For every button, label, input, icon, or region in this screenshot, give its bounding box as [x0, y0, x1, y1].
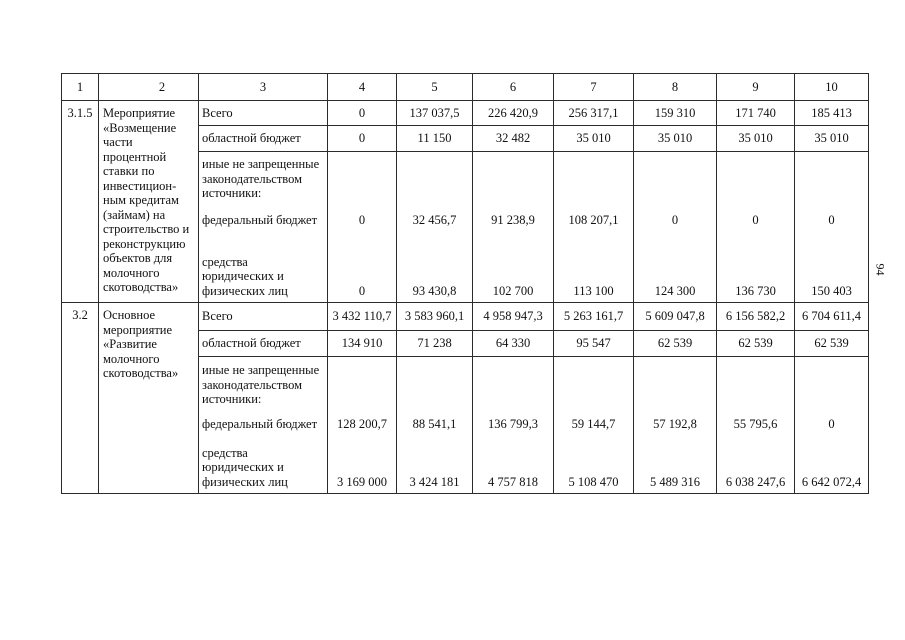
header-cell: 2: [99, 74, 199, 101]
empty-cell: [795, 152, 869, 206]
value-cell: 3 583 960,1: [397, 303, 473, 331]
row-label: Всего: [199, 101, 328, 126]
empty-cell: [397, 152, 473, 206]
value-cell: 0: [328, 101, 397, 126]
page-number: 94: [873, 263, 888, 276]
row-label: средства юридических и физических лиц: [199, 441, 328, 494]
value-cell: 64 330: [473, 331, 554, 357]
empty-cell: [554, 357, 634, 409]
value-cell: 113 100: [554, 236, 634, 303]
empty-cell: [328, 152, 397, 206]
value-cell: 4 757 818: [473, 441, 554, 494]
value-cell: 71 238: [397, 331, 473, 357]
value-cell: 128 200,7: [328, 409, 397, 441]
empty-cell: [397, 357, 473, 409]
empty-cell: [473, 152, 554, 206]
value-cell: 6 642 072,4: [795, 441, 869, 494]
budget-table: [61, 73, 869, 494]
value-cell: 5 609 047,8: [634, 303, 717, 331]
value-cell: 35 010: [717, 126, 795, 152]
value-cell: 95 547: [554, 331, 634, 357]
value-cell: 171 740: [717, 101, 795, 126]
value-cell: 226 420,9: [473, 101, 554, 126]
value-cell: 3 169 000: [328, 441, 397, 494]
value-cell: 3 424 181: [397, 441, 473, 494]
value-cell: 62 539: [717, 331, 795, 357]
value-cell: 59 144,7: [554, 409, 634, 441]
value-cell: 5 489 316: [634, 441, 717, 494]
header-cell: 5: [397, 74, 473, 101]
header-cell: 7: [554, 74, 634, 101]
header-cell: 4: [328, 74, 397, 101]
row-label: федеральный бюджет: [199, 409, 328, 441]
value-cell: 4 958 947,3: [473, 303, 554, 331]
table-row: [62, 101, 869, 126]
value-cell: 57 192,8: [634, 409, 717, 441]
value-cell: 32 456,7: [397, 206, 473, 236]
empty-cell: [473, 357, 554, 409]
value-cell: 0: [328, 206, 397, 236]
value-cell: 108 207,1: [554, 206, 634, 236]
row-title: Основное мероприятие «Развитие молочного скотоводства»: [99, 303, 199, 494]
value-cell: 93 430,8: [397, 236, 473, 303]
empty-cell: [634, 357, 717, 409]
value-cell: 32 482: [473, 126, 554, 152]
value-cell: 5 263 161,7: [554, 303, 634, 331]
empty-cell: [634, 152, 717, 206]
header-row: [62, 74, 869, 101]
value-cell: 11 150: [397, 126, 473, 152]
value-cell: 185 413: [795, 101, 869, 126]
value-cell: 0: [328, 126, 397, 152]
value-cell: 3 432 110,7: [328, 303, 397, 331]
row-label: средства юридических и физических лиц: [199, 236, 328, 303]
value-cell: 256 317,1: [554, 101, 634, 126]
header-cell: 8: [634, 74, 717, 101]
value-cell: 6 038 247,6: [717, 441, 795, 494]
value-cell: 6 704 611,4: [795, 303, 869, 331]
value-cell: 35 010: [634, 126, 717, 152]
value-cell: 5 108 470: [554, 441, 634, 494]
row-label: областной бюджет: [199, 331, 328, 357]
row-title: Мероприятие «Возмещение части процентной ставки по инвестицион- ным кредитам (займам) на строительство и реконструкцию объектов для молочного скотоводства»: [99, 101, 199, 303]
value-cell: 55 795,6: [717, 409, 795, 441]
value-cell: 134 910: [328, 331, 397, 357]
header-cell: 1: [62, 74, 99, 101]
empty-cell: [717, 357, 795, 409]
value-cell: 137 037,5: [397, 101, 473, 126]
value-cell: 91 238,9: [473, 206, 554, 236]
header-cell: 10: [795, 74, 869, 101]
value-cell: 136 799,3: [473, 409, 554, 441]
value-cell: 0: [795, 206, 869, 236]
row-label: иные не запрещенные законодательством источники:: [199, 357, 328, 409]
value-cell: 88 541,1: [397, 409, 473, 441]
empty-cell: [717, 152, 795, 206]
value-cell: 6 156 582,2: [717, 303, 795, 331]
value-cell: 102 700: [473, 236, 554, 303]
value-cell: 35 010: [554, 126, 634, 152]
row-code: 3.2: [62, 303, 99, 494]
value-cell: 124 300: [634, 236, 717, 303]
value-cell: 0: [328, 236, 397, 303]
header-cell: 6: [473, 74, 554, 101]
empty-cell: [795, 357, 869, 409]
header-cell: 3: [199, 74, 328, 101]
value-cell: 0: [717, 206, 795, 236]
row-code: 3.1.5: [62, 101, 99, 303]
value-cell: 136 730: [717, 236, 795, 303]
row-label: иные не запрещенные законодательством источники:: [199, 152, 328, 206]
value-cell: 35 010: [795, 126, 869, 152]
value-cell: 62 539: [795, 331, 869, 357]
value-cell: 0: [634, 206, 717, 236]
value-cell: 150 403: [795, 236, 869, 303]
value-cell: 62 539: [634, 331, 717, 357]
empty-cell: [328, 357, 397, 409]
row-label: федеральный бюджет: [199, 206, 328, 236]
row-label: областной бюджет: [199, 126, 328, 152]
header-cell: 9: [717, 74, 795, 101]
row-label: Всего: [199, 303, 328, 331]
value-cell: 0: [795, 409, 869, 441]
value-cell: 159 310: [634, 101, 717, 126]
table-row: [62, 303, 869, 331]
empty-cell: [554, 152, 634, 206]
